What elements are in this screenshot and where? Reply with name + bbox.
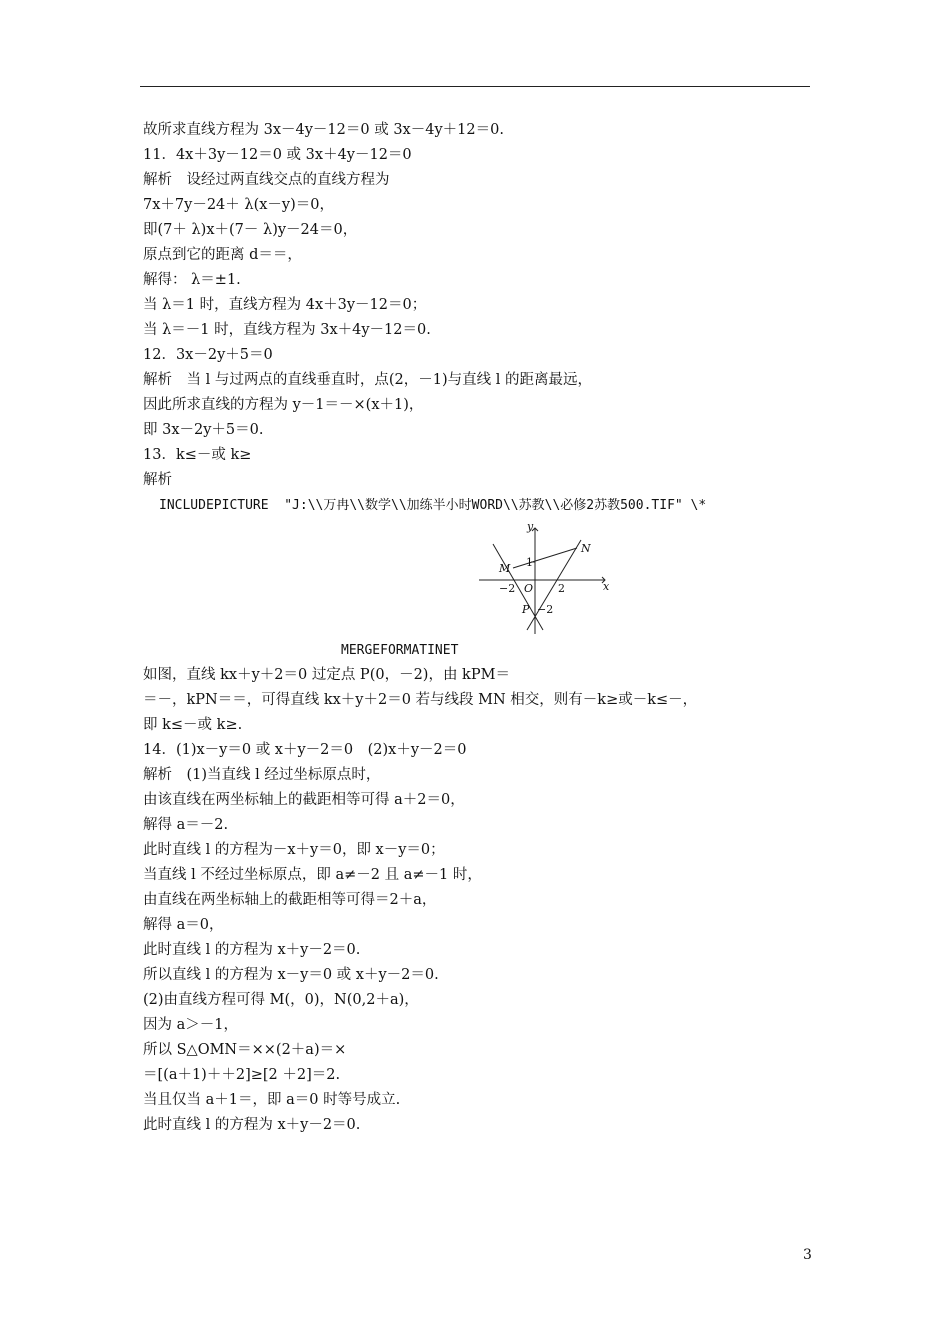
text-line: 当直线 l 不经过坐标原点，即 a≠－2 且 a≠－1 时， (143, 867, 482, 883)
text-line: 由该直线在两坐标轴上的截距相等可得 a＋2＝0， (143, 792, 465, 808)
text-line: 所以直线 l 的方程为 x－y＝0 或 x＋y－2＝0. (143, 967, 439, 983)
answer-11: 11．4x＋3y－12＝0 或 3x＋4y－12＝0 (143, 147, 412, 163)
coordinate-figure (143, 518, 813, 638)
text-line: 解析 当 l 与过两点的直线垂直时，点(2，－1)与直线 l 的距离最远， (143, 372, 592, 388)
text-line: 即(7＋ λ)x＋(7－ λ)y－24＝0， (143, 222, 358, 238)
page-number: 3 (803, 1247, 812, 1263)
mergeformat-field: MERGEFORMATINET (341, 643, 459, 658)
text-line: 此时直线 l 的方程为－x＋y＝0，即 x－y＝0； (143, 842, 445, 858)
tick-label-x-2: 2 (558, 582, 565, 595)
answer-14: 14．(1)x－y＝0 或 x＋y－2＝0 (2)x＋y－2＝0 (143, 742, 467, 758)
y-axis-label: y (527, 520, 534, 533)
x-axis-label: x (603, 580, 610, 593)
tick-label-y-1: 1 (526, 556, 533, 569)
text-line: 即 k≤－或 k≥. (143, 717, 243, 733)
text-line: 由直线在两坐标轴上的截距相等可得＝2＋a， (143, 892, 437, 908)
text-line: 故所求直线方程为 3x－4y－12＝0 或 3x－4y＋12＝0. (143, 122, 504, 138)
header-rule (140, 86, 810, 87)
text-line: ＝[(a＋1)＋＋2]≥[2 ＋2]＝2. (143, 1067, 341, 1083)
text-line: 当且仅当 a＋1＝，即 a＝0 时等号成立. (143, 1092, 401, 1108)
tick-label-y-neg2: −2 (537, 603, 554, 616)
text-line: 解得 a＝0， (143, 917, 224, 933)
text-line: ＝－，kPN＝＝，可得直线 kx＋y＋2＝0 若与线段 MN 相交，则有－k≥或－k≤－， (143, 692, 698, 708)
point-n-label: N (581, 542, 591, 555)
text-line: 解析 设经过两直线交点的直线方程为 (143, 172, 390, 188)
text-line: 解得： λ＝±1. (143, 272, 241, 288)
point-m-label: M (499, 562, 511, 575)
text-line: 即 3x－2y＋5＝0. (143, 422, 264, 438)
tick-label-x-neg2: −2 (499, 582, 516, 595)
answer-12: 12．3x－2y＋5＝0 (143, 347, 273, 363)
includepicture-field: INCLUDEPICTURE "J:\\万冉\\数学\\加练半小时WORD\\苏教\\必修2苏教500.TIF" \* (159, 498, 707, 513)
text-line: 此时直线 l 的方程为 x＋y－2＝0. (143, 1117, 361, 1133)
text-line: 因为 a＞－1， (143, 1017, 238, 1033)
document-body (143, 118, 813, 1138)
text-line: 解得 a＝－2. (143, 817, 229, 833)
point-p-label: P (522, 603, 530, 616)
text-line: 解析 (1)当直线 l 经过坐标原点时， (143, 767, 381, 783)
text-line: 原点到它的距离 d＝＝， (143, 247, 302, 263)
answer-13: 13．k≤－或 k≥ (143, 447, 252, 463)
text-line: 如图，直线 kx＋y＋2＝0 过定点 P(0，－2)，由 kPM＝ (143, 667, 510, 683)
text-line: 所以 S△OMN＝××(2＋a)＝× (143, 1042, 347, 1058)
text-line: 当 λ＝1 时，直线方程为 4x＋3y－12＝0； (143, 297, 427, 313)
segment-mn (513, 548, 577, 568)
point-o-label: O (524, 582, 534, 595)
text-line: 此时直线 l 的方程为 x＋y－2＝0. (143, 942, 361, 958)
text-line: (2)由直线方程可得 M(，0)，N(0,2＋a)， (143, 992, 419, 1008)
text-line: 因此所求直线的方程为 y－1＝－×(x＋1)， (143, 397, 424, 413)
text-line: 解析 (143, 472, 172, 488)
text-line: 当 λ＝－1 时，直线方程为 3x＋4y－12＝0. (143, 322, 431, 338)
text-line: 7x＋7y－24＋ λ(x－y)＝0， (143, 197, 334, 213)
line-diagram (477, 518, 617, 636)
